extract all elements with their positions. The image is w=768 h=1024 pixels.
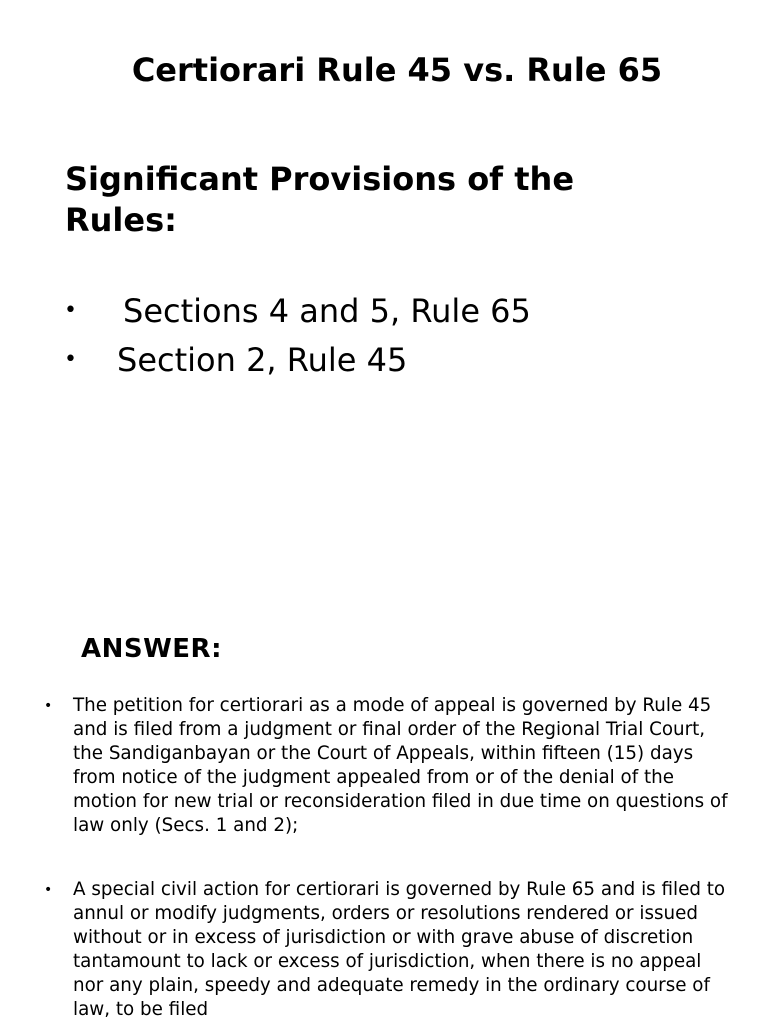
answer-paragraph xyxy=(0,878,768,1022)
answer-label: ANSWER: xyxy=(81,634,222,664)
answer-paragraph-text: The petition for certiorari as a mode of appeal is governed by Rule 45 and is filed from a judgment or final order of the Regional Trial Court, the Sandiganbayan or the Court of Appeals, within fifteen (15) days from notice of the judgment appealed from or of the denial of the motion for new trial or reconsideration filed in due time on questions of law only (Secs. 1 and 2); xyxy=(73,695,728,836)
provision-item xyxy=(0,290,768,339)
bullet-icon: • xyxy=(64,347,77,372)
bullet-icon: • xyxy=(44,882,53,898)
provision-text: Section 2, Rule 45 xyxy=(117,341,408,379)
answer-list xyxy=(0,694,768,1024)
slide-title: Certiorari Rule 45 vs. Rule 65 xyxy=(131,51,663,89)
answer-paragraph xyxy=(0,694,768,838)
provision-text: Sections 4 and 5, Rule 65 xyxy=(123,292,531,330)
provision-item xyxy=(0,339,768,388)
bullet-icon: • xyxy=(64,298,77,323)
section-heading: Significant Provisions of the Rules: xyxy=(65,160,575,239)
bullet-icon: • xyxy=(44,698,53,714)
answer-paragraph-text: A special civil action for certiorari is governed by Rule 65 and is filed to annul or modify judgments, orders or resolutions rendered or issued without or in excess of jurisdiction or with grave abuse of discretion tantamount to lack or excess of jurisdiction, when there is no appeal nor any plain, speedy and adequate remedy in the ordinary course of law, to be filed xyxy=(73,879,726,1020)
provisions-list xyxy=(0,290,768,388)
